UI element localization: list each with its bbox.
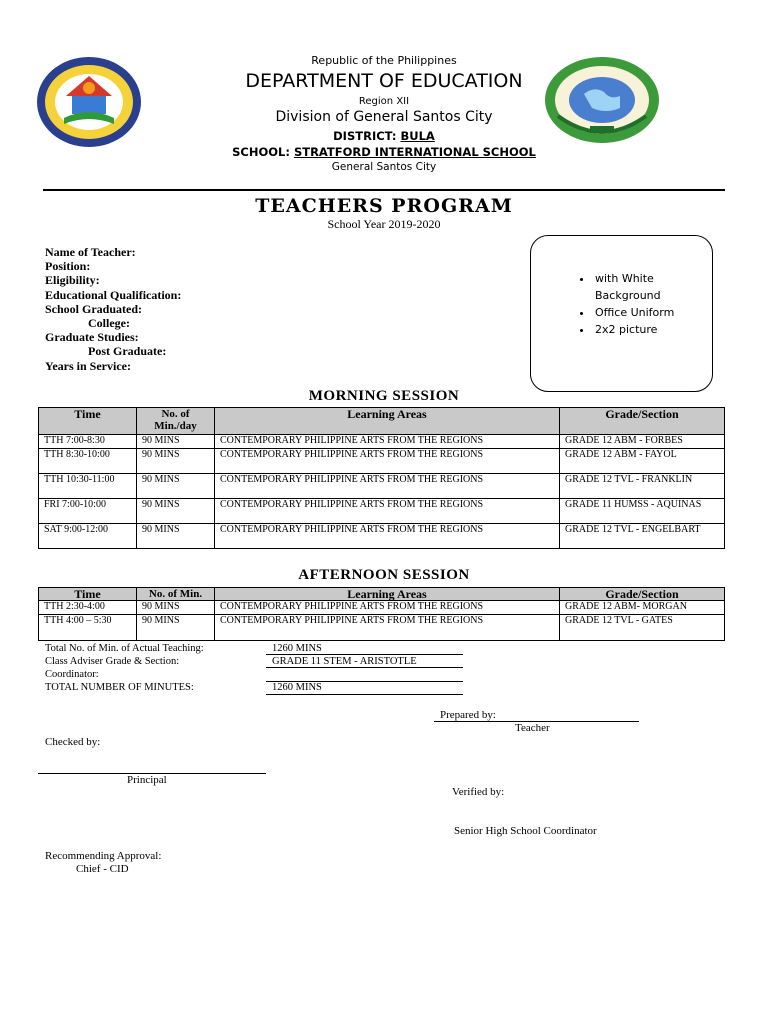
cell-time: TTH 10:30-11:00 xyxy=(39,473,137,498)
col-learning-areas: Learning Areas xyxy=(215,408,560,435)
col-time: Time xyxy=(39,408,137,435)
total-minutes-label: TOTAL NUMBER OF MINUTES: xyxy=(45,682,194,693)
cell-time: SAT 9:00-12:00 xyxy=(39,523,137,548)
cell-minutes: 90 MINS xyxy=(137,473,215,498)
cell-minutes: 90 MINS xyxy=(137,498,215,523)
photo-placeholder-box xyxy=(530,235,713,392)
division-line: Division of General Santos City xyxy=(275,109,493,125)
table-row xyxy=(39,498,725,523)
afternoon-session-title: AFTERNOON SESSION xyxy=(298,567,470,583)
district-line xyxy=(0,129,768,143)
field-graduate-studies: Graduate Studies: xyxy=(45,330,139,345)
totals-values xyxy=(272,642,417,694)
school-line xyxy=(0,145,768,159)
cell-grade-section: GRADE 12 TVL - GATES xyxy=(560,614,725,640)
table-row xyxy=(39,601,725,615)
actual-teaching-value: 1260 MINS xyxy=(272,643,322,654)
cell-learning-area: CONTEMPORARY PHILIPPINE ARTS FROM THE REGIONS xyxy=(215,523,560,548)
class-adviser-label: Class Adviser Grade & Section: xyxy=(45,656,180,667)
region-line: Region XII xyxy=(358,96,410,107)
cell-grade-section: GRADE 12 ABM- MORGAN xyxy=(560,601,725,615)
table-row xyxy=(39,614,725,640)
field-name: Name of Teacher: xyxy=(45,245,136,259)
teacher-info-fields xyxy=(45,245,181,373)
cell-grade-section: GRADE 12 TVL - FRANKLIN xyxy=(560,473,725,498)
totals-labels xyxy=(45,642,204,694)
checked-by-label: Checked by: xyxy=(45,736,101,748)
col-minutes: No. of Min. xyxy=(137,588,215,601)
cell-learning-area: CONTEMPORARY PHILIPPINE ARTS FROM THE REGIONS xyxy=(215,448,560,473)
field-school-graduated: School Graduated: xyxy=(45,301,143,316)
table-header-row xyxy=(39,588,725,601)
district-label: DISTRICT: xyxy=(333,129,397,143)
district-value: BULA xyxy=(400,129,435,143)
afternoon-schedule-table xyxy=(38,587,725,641)
cell-minutes: 90 MINS xyxy=(137,614,215,640)
cell-minutes: 90 MINS xyxy=(137,601,215,615)
field-eligibility: Eligibility: xyxy=(45,273,100,288)
chief-cid-label: Chief - CID xyxy=(76,863,129,875)
shs-coordinator-label: Senior High School Coordinator xyxy=(454,825,597,837)
department-title: DEPARTMENT OF EDUCATION xyxy=(245,70,523,92)
table-header-row xyxy=(39,408,725,435)
field-position: Position: xyxy=(45,259,91,274)
cell-learning-area: CONTEMPORARY PHILIPPINE ARTS FROM THE REGIONS xyxy=(215,614,560,640)
morning-schedule-table xyxy=(38,407,725,549)
page-title: TEACHERS PROGRAM xyxy=(255,195,513,217)
cell-grade-section: GRADE 12 TVL - ENGELBART xyxy=(560,523,725,548)
cell-learning-area: CONTEMPORARY PHILIPPINE ARTS FROM THE REGIONS xyxy=(215,498,560,523)
school-label: SCHOOL: xyxy=(232,145,290,159)
field-qualification: Educational Qualification: xyxy=(45,287,182,302)
table-row xyxy=(39,523,725,548)
table-row xyxy=(39,473,725,498)
actual-teaching-label: Total No. of Min. of Actual Teaching: xyxy=(45,643,204,654)
col-minutes: No. of Min./day xyxy=(137,408,215,435)
photo-requirement: • with White Background xyxy=(593,270,712,304)
class-adviser-value: GRADE 11 STEM - ARISTOTLE xyxy=(272,656,417,667)
coordinator-value-blank xyxy=(272,668,417,681)
table-row xyxy=(39,448,725,473)
verified-by-label: Verified by: xyxy=(452,786,505,798)
field-post-graduate: Post Graduate: xyxy=(88,344,167,359)
cell-grade-section: GRADE 11 HUMSS - AQUINAS xyxy=(560,498,725,523)
cell-minutes: 90 MINS xyxy=(137,523,215,548)
field-years: Years in Service: xyxy=(45,358,131,373)
cell-time: TTH 7:00-8:30 xyxy=(39,435,137,449)
col-time: Time xyxy=(39,588,137,601)
principal-label: Principal xyxy=(127,774,167,786)
recommending-approval-label: Recommending Approval: xyxy=(45,850,162,862)
cell-minutes: 90 MINS xyxy=(137,435,215,449)
cell-time: FRI 7:00-10:00 xyxy=(39,498,137,523)
photo-requirements-list xyxy=(531,270,712,338)
morning-session-title: MORNING SESSION xyxy=(308,388,460,404)
teacher-label: Teacher xyxy=(515,722,550,734)
col-grade-section: Grade/Section xyxy=(560,408,725,435)
field-college: College: xyxy=(88,316,130,331)
underline xyxy=(266,654,463,655)
republic-line: Republic of the Philippines xyxy=(311,54,457,67)
col-grade-section: Grade/Section xyxy=(560,588,725,601)
cell-time: TTH 2:30-4:00 xyxy=(39,601,137,615)
cell-learning-area: CONTEMPORARY PHILIPPINE ARTS FROM THE REGIONS xyxy=(215,435,560,449)
city-line: General Santos City xyxy=(331,161,437,173)
photo-requirement: • 2x2 picture xyxy=(593,321,712,338)
total-minutes-value: 1260 MINS xyxy=(272,682,322,693)
photo-requirement: • Office Uniform xyxy=(593,304,712,321)
underline xyxy=(266,681,463,682)
school-year: School Year 2019-2020 xyxy=(327,217,441,231)
coordinator-label: Coordinator: xyxy=(45,669,99,680)
prepared-by-label: Prepared by: xyxy=(440,709,496,721)
underline xyxy=(266,667,463,668)
header-divider xyxy=(43,189,725,191)
school-value: STRATFORD INTERNATIONAL SCHOOL xyxy=(293,145,536,159)
cell-time: TTH 4:00 – 5:30 xyxy=(39,614,137,640)
cell-learning-area: CONTEMPORARY PHILIPPINE ARTS FROM THE REGIONS xyxy=(215,473,560,498)
cell-minutes: 90 MINS xyxy=(137,448,215,473)
cell-grade-section: GRADE 12 ABM - FAYOL xyxy=(560,448,725,473)
table-row xyxy=(39,435,725,449)
col-learning-areas: Learning Areas xyxy=(215,588,560,601)
cell-time: TTH 8:30-10:00 xyxy=(39,448,137,473)
underline xyxy=(266,694,463,695)
cell-grade-section: GRADE 12 ABM - FORBES xyxy=(560,435,725,449)
cell-learning-area: CONTEMPORARY PHILIPPINE ARTS FROM THE REGIONS xyxy=(215,601,560,615)
